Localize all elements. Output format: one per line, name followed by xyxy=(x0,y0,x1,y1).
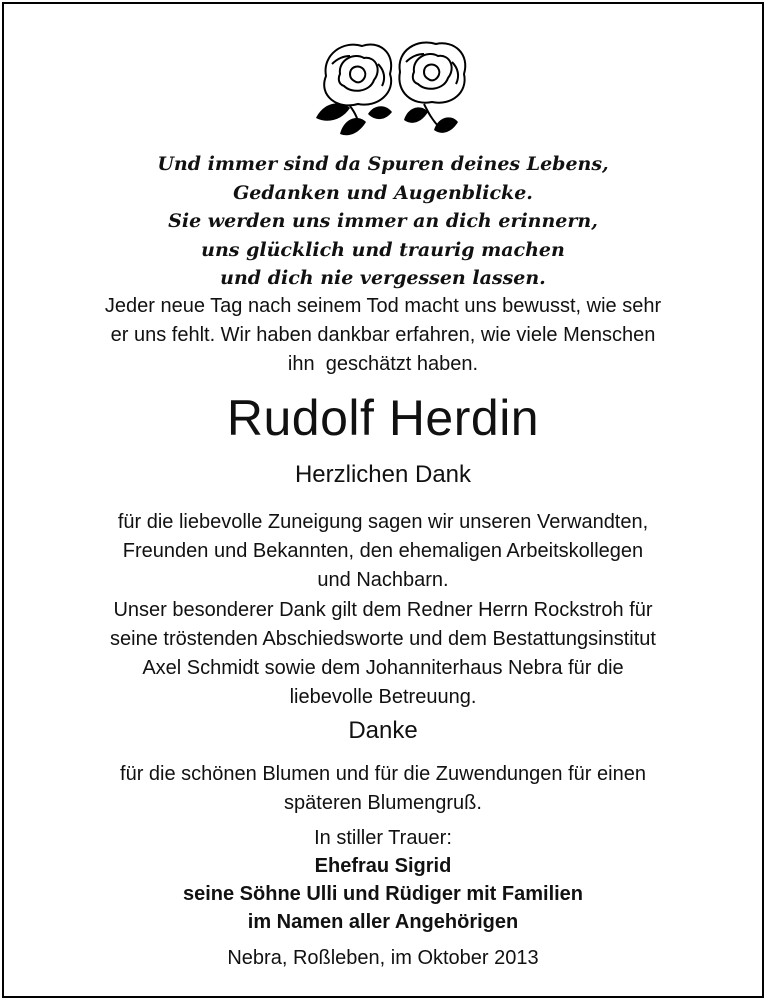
poem-line: Sie werden uns immer an dich erinnern, xyxy=(168,210,598,232)
thanks-text xyxy=(4,508,762,595)
thanks-line: und Nachbarn. xyxy=(317,569,449,591)
thanks-line: Freunden und Bekannten, den ehemaligen Arbeitskollegen xyxy=(122,540,644,562)
mourning-label: In stiller Trauer: xyxy=(314,827,452,849)
poem-line: Und immer sind da Spuren deines Lebens, xyxy=(157,153,609,175)
flowers-text xyxy=(4,760,762,818)
intro-line: ihn geschätzt haben. xyxy=(287,353,479,375)
intro-line: er uns fehlt. Wir haben dankbar erfahren, wie viele Menschen xyxy=(110,324,656,346)
mourner-line: im Namen aller Angehörigen xyxy=(247,911,519,933)
mourner-line: seine Söhne Ulli und Rüdiger mit Familien xyxy=(182,883,584,905)
special-thanks-line: Axel Schmidt sowie dem Johanniterhaus Nebra für die xyxy=(142,657,624,679)
intro-text xyxy=(4,292,762,379)
danke-heading: Danke xyxy=(348,717,418,744)
intro-line: Jeder neue Tag nach seinem Tod macht uns bewusst, wie sehr xyxy=(104,295,662,317)
deceased-name: Rudolf Herdin xyxy=(226,390,540,446)
flowers-line: für die schönen Blumen und für die Zuwendungen für einen xyxy=(120,763,646,785)
special-thanks-line: Unser besonderer Dank gilt dem Redner Herrn Rockstroh für xyxy=(113,599,653,621)
obituary-notice xyxy=(2,2,764,998)
roses-icon xyxy=(304,34,474,144)
mourner-line: Ehefrau Sigrid xyxy=(314,855,452,877)
thanks-heading: Herzlichen Dank xyxy=(294,461,472,488)
poem-line: uns glücklich und traurig machen xyxy=(201,238,565,261)
special-thanks-text xyxy=(4,596,762,712)
place-date: Nebra, Roßleben, im Oktober 2013 xyxy=(227,947,539,969)
special-thanks-line: liebevolle Betreuung. xyxy=(289,686,477,708)
memorial-poem xyxy=(4,150,762,293)
special-thanks-line: seine tröstenden Abschiedsworte und dem Bestattungsinstitut xyxy=(110,628,656,650)
mourners-list xyxy=(4,852,762,936)
poem-line: und dich nie vergessen lassen. xyxy=(220,267,546,289)
flowers-line: späteren Blumengruß. xyxy=(284,792,482,814)
poem-line: Gedanken und Augenblicke. xyxy=(233,181,533,204)
thanks-line: für die liebevolle Zuneigung sagen wir unseren Verwandten, xyxy=(117,511,649,533)
